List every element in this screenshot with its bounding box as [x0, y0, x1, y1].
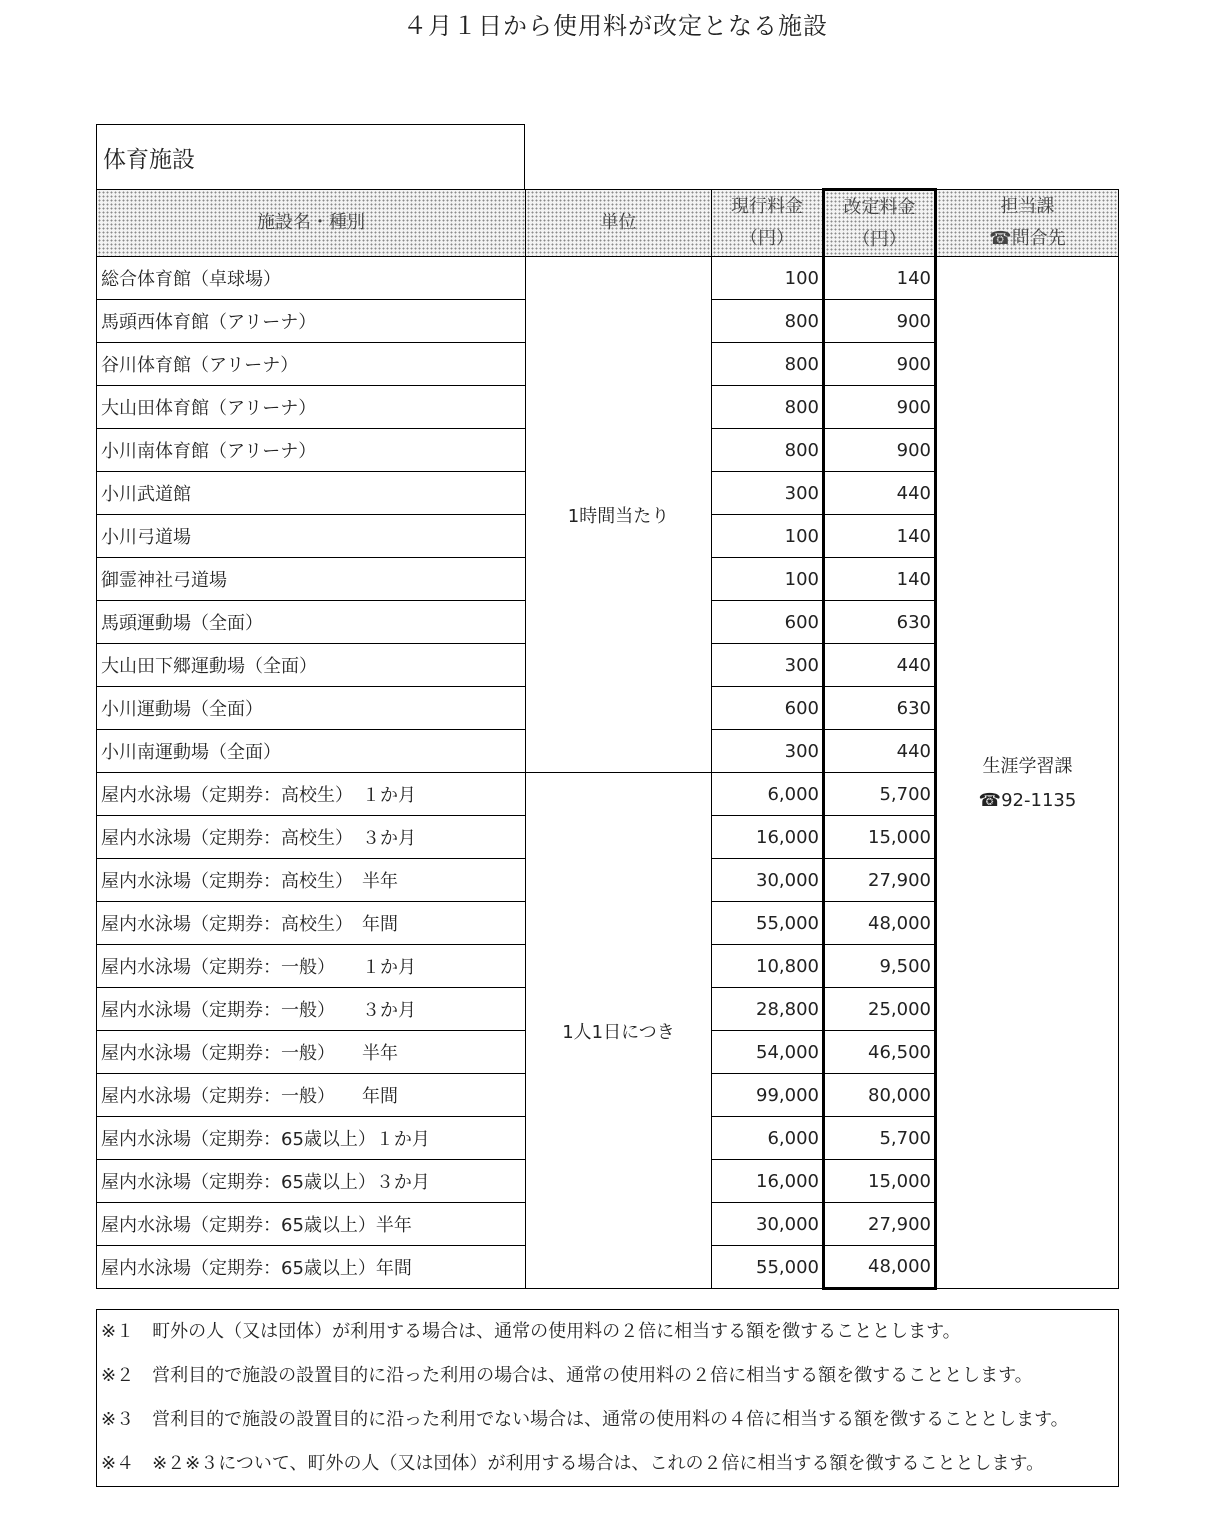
revised-fee-cell: 630 [824, 601, 936, 644]
facility-name-cell: 屋内水泳場（定期券：65歳以上）１か月 [97, 1117, 526, 1160]
facility-name-cell: 小川武道館 [97, 472, 526, 515]
note-4: ※４ ※２※３について、町外の人（又は団体）が利用する場合は、これの２倍に相当する額を徴することとします。 [101, 1453, 1045, 1474]
current-fee-cell: 800 [712, 300, 824, 343]
current-fee-cell: 55,000 [712, 902, 824, 945]
revised-fee-cell: 900 [824, 429, 936, 472]
note-1: ※１ 町外の人（又は団体）が利用する場合は、通常の使用料の２倍に相当する額を徴することとします。 [101, 1321, 961, 1342]
revised-fee-cell: 48,000 [824, 1246, 936, 1289]
revised-fee-cell: 900 [824, 300, 936, 343]
facility-name-cell: 馬頭西体育館（アリーナ） [97, 300, 526, 343]
current-fee-cell: 28,800 [712, 988, 824, 1031]
facility-name-cell: 小川運動場（全面） [97, 687, 526, 730]
current-fee-cell: 300 [712, 730, 824, 773]
current-fee-cell: 30,000 [712, 859, 824, 902]
unit-cell-per-day: 1人1日につき [526, 773, 712, 1289]
facility-name-cell: 屋内水泳場（定期券：一般） 半年 [97, 1031, 526, 1074]
revised-fee-cell: 900 [824, 343, 936, 386]
revised-fee-cell: 140 [824, 515, 936, 558]
revised-fee-cell: 25,000 [824, 988, 936, 1031]
note-2: ※２ 営利目的で施設の設置目的に沿った利用の場合は、通常の使用料の２倍に相当する額を徴することとします。 [101, 1365, 1033, 1386]
facility-name-cell: 屋内水泳場（定期券：高校生） 半年 [97, 859, 526, 902]
facility-name-cell: 屋内水泳場（定期券：65歳以上）年間 [97, 1246, 526, 1289]
fee-table-body [97, 257, 1119, 1289]
table-row [97, 257, 1119, 300]
revised-fee-cell: 630 [824, 687, 936, 730]
table-header-row [97, 190, 1119, 257]
revised-fee-cell: 5,700 [824, 1117, 936, 1160]
facility-name-cell: 屋内水泳場（定期券：65歳以上）半年 [97, 1203, 526, 1246]
current-fee-cell: 100 [712, 257, 824, 300]
facility-name-cell: 馬頭運動場（全面） [97, 601, 526, 644]
facility-name-cell: 屋内水泳場（定期券：一般） １か月 [97, 945, 526, 988]
current-fee-cell: 800 [712, 429, 824, 472]
current-fee-cell: 6,000 [712, 773, 824, 816]
revised-fee-cell: 9,500 [824, 945, 936, 988]
current-fee-cell: 99,000 [712, 1074, 824, 1117]
revised-fee-cell: 5,700 [824, 773, 936, 816]
facility-name-cell: 小川南体育館（アリーナ） [97, 429, 526, 472]
revised-fee-cell: 27,900 [824, 1203, 936, 1246]
section-title: 体育施設 [103, 147, 195, 173]
facility-name-cell: 総合体育館（卓球場） [97, 257, 526, 300]
facility-name-cell: 屋内水泳場（定期券：65歳以上）３か月 [97, 1160, 526, 1203]
header-department: 担当課 ☎問合先 [936, 190, 1119, 257]
current-fee-cell: 600 [712, 601, 824, 644]
revised-fee-cell: 15,000 [824, 1160, 936, 1203]
header-facility-name: 施設名・種別 [97, 190, 526, 257]
department-name: 生涯学習課 [982, 755, 1073, 777]
facility-name-cell: 御霊神社弓道場 [97, 558, 526, 601]
facility-name-cell: 屋内水泳場（定期券：高校生） １か月 [97, 773, 526, 816]
header-unit: 単位 [526, 190, 712, 257]
header-revised-fee: 改定料金 （円） [824, 190, 936, 257]
revised-fee-cell: 140 [824, 257, 936, 300]
current-fee-cell: 16,000 [712, 816, 824, 859]
revised-fee-cell: 140 [824, 558, 936, 601]
revised-fee-cell: 48,000 [824, 902, 936, 945]
current-fee-cell: 100 [712, 515, 824, 558]
section-title-box [96, 124, 525, 190]
facility-name-cell: 屋内水泳場（定期券：高校生） ３か月 [97, 816, 526, 859]
current-fee-cell: 800 [712, 343, 824, 386]
facility-name-cell: 小川弓道場 [97, 515, 526, 558]
header-current-fee: 現行料金 （円） [712, 190, 824, 257]
unit-cell-hourly: 1時間当たり [526, 257, 712, 773]
page-title: ４月１日から使用料が改定となる施設 [403, 12, 828, 40]
revised-fee-cell: 440 [824, 730, 936, 773]
current-fee-cell: 10,800 [712, 945, 824, 988]
fee-table [96, 188, 1119, 1290]
facility-name-cell: 屋内水泳場（定期券：一般） 年間 [97, 1074, 526, 1117]
revised-fee-cell: 46,500 [824, 1031, 936, 1074]
current-fee-cell: 16,000 [712, 1160, 824, 1203]
department-cell [936, 257, 1119, 1289]
facility-name-cell: 屋内水泳場（定期券：一般） ３か月 [97, 988, 526, 1031]
current-fee-cell: 300 [712, 472, 824, 515]
facility-name-cell: 屋内水泳場（定期券：高校生） 年間 [97, 902, 526, 945]
revised-fee-cell: 80,000 [824, 1074, 936, 1117]
revised-fee-cell: 15,000 [824, 816, 936, 859]
notes-box [96, 1309, 1119, 1487]
facility-name-cell: 谷川体育館（アリーナ） [97, 343, 526, 386]
current-fee-cell: 100 [712, 558, 824, 601]
facility-name-cell: 小川南運動場（全面） [97, 730, 526, 773]
current-fee-cell: 300 [712, 644, 824, 687]
current-fee-cell: 600 [712, 687, 824, 730]
current-fee-cell: 6,000 [712, 1117, 824, 1160]
facility-name-cell: 大山田体育館（アリーナ） [97, 386, 526, 429]
current-fee-cell: 55,000 [712, 1246, 824, 1289]
department-phone: ☎92-1135 [978, 789, 1077, 811]
note-3: ※３ 営利目的で施設の設置目的に沿った利用でない場合は、通常の使用料の４倍に相当する額を徴することとします。 [101, 1409, 1069, 1430]
revised-fee-cell: 440 [824, 644, 936, 687]
current-fee-cell: 54,000 [712, 1031, 824, 1074]
revised-fee-cell: 440 [824, 472, 936, 515]
revised-fee-cell: 27,900 [824, 859, 936, 902]
facility-name-cell: 大山田下郷運動場（全面） [97, 644, 526, 687]
current-fee-cell: 30,000 [712, 1203, 824, 1246]
revised-fee-cell: 900 [824, 386, 936, 429]
current-fee-cell: 800 [712, 386, 824, 429]
